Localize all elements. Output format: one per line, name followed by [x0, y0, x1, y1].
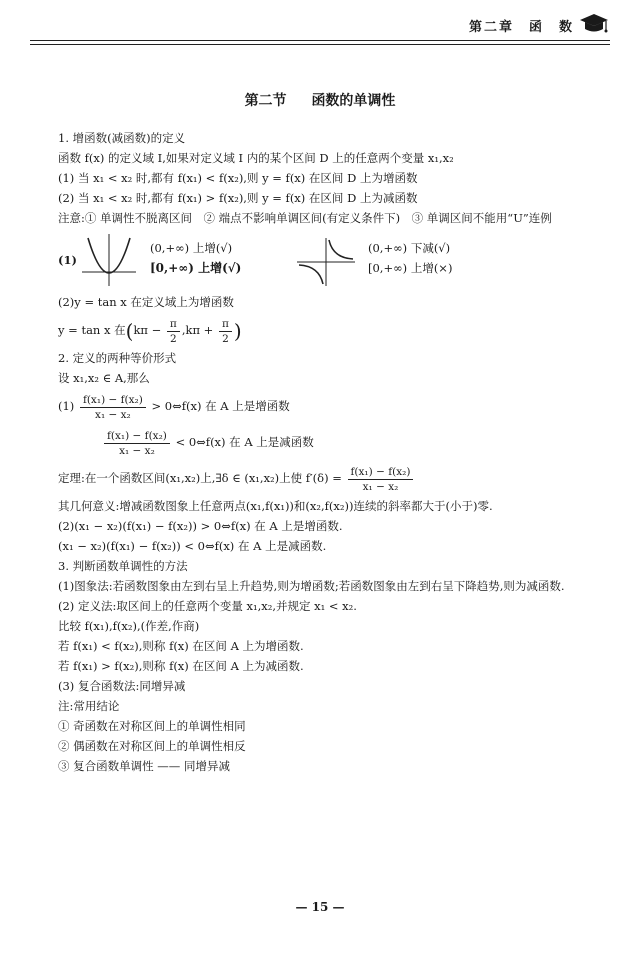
def-heading: 1. 增函数(减函数)的定义 — [58, 131, 186, 145]
method-graph: (1)图象法:若函数图象由左到右呈上升趋势,则为增函数;若函数图象由左到右呈下降趋势,则为减函数. — [58, 579, 565, 593]
example-label: (1) — [58, 253, 77, 267]
difference-quotient: $\frac{\text{f(x₁) − f(x₂)}}{\text{x₁ − x₂}}$ — [104, 429, 170, 458]
chapter-label: 第二章 函 数 — [468, 20, 574, 35]
page-content — [58, 128, 600, 776]
theorem-quotient: $\frac{\text{f(x₁) − f(x₂)}}{\text{x₁ − x₂}}$ — [348, 465, 414, 494]
conclusion-composite: ③ 复合函数单调性 —— 同增异减 — [58, 759, 230, 773]
graph2-closed-interval: [0,+∞) 上增(×) — [368, 261, 453, 275]
def-increasing: (1) 当 x₁ < x₂ 时,都有 f(x₁) < f(x₂),则 y = f(x) 在区间 D 上为增函数 — [58, 171, 418, 185]
tan-statement: (2)y = tan x 在定义域上为增函数 — [58, 295, 234, 309]
equiv-form2-dec: (x₁ − x₂)(f(x₁) − f(x₂)) < 0⇔f(x) 在 A 上是减函数. — [58, 539, 327, 553]
equiv-form2-inc: (2)(x₁ − x₂)(f(x₁) − f(x₂)) > 0⇔f(x) 在 A 上是增函数. — [58, 519, 343, 533]
page-number: — 15 — — [295, 900, 345, 914]
open-paren: ( — [125, 319, 134, 343]
example-graphs — [58, 232, 600, 292]
method-definition: (2) 定义法:取区间上的任意两个变量 x₁,x₂,并规定 x₁ < x₂. — [58, 599, 357, 613]
geometric-meaning: 其几何意义:增减函数图象上任意两点(x₁,f(x₁))和(x₂,f(x₂))连续的斜率都大于(小于)零. — [58, 499, 493, 513]
even-power-graph — [78, 232, 140, 290]
pi-over-two-a: $\frac{\pi}{2}$ — [167, 317, 180, 346]
header-rule-thin — [30, 44, 610, 45]
def-decreasing: (2) 当 x₁ < x₂ 时,都有 f(x₁) > f(x₂),则 y = f(x) 在区间 D 上为减函数 — [58, 191, 418, 205]
page-header — [30, 10, 610, 40]
equiv-form1-inc — [58, 388, 600, 424]
conclusion-heading: 注:常用结论 — [58, 699, 120, 713]
mvt-theorem — [58, 460, 600, 496]
method-dec: 若 f(x₁) > f(x₂),则称 f(x) 在区间 A 上为减函数. — [58, 659, 304, 673]
method-inc: 若 f(x₁) < f(x₂),则称 f(x) 在区间 A 上为增函数. — [58, 639, 304, 653]
def-notes: 注意:① 单调性不脱离区间 ② 端点不影响单调区间(有定义条件下) ③ 单调区间不能用“U”连例 — [58, 211, 552, 225]
section-title — [0, 90, 640, 110]
conclusion-even: ② 偶函数在对称区间上的单调性相反 — [58, 739, 246, 753]
inverse-graph — [293, 236, 359, 288]
graph2-open-interval: (0,+∞) 下减(√) — [368, 241, 451, 255]
form1-inc-text: > 0⇔f(x) 在 A 上是增函数 — [151, 399, 290, 413]
method-compare: 比较 f(x₁),f(x₂),(作差,作商) — [58, 619, 200, 633]
form-label: (1) — [58, 399, 75, 413]
form1-dec-text: < 0⇔f(x) 在 A 上是减函数 — [175, 435, 314, 449]
conclusion-odd: ① 奇函数在对称区间上的单调性相同 — [58, 719, 246, 733]
tan-prefix: y = tan x 在 — [58, 323, 126, 337]
section-topic: 函数的单调性 — [311, 93, 396, 109]
equiv-heading: 2. 定义的两种等价形式 — [58, 351, 177, 365]
difference-quotient: $\frac{\text{f(x₁) − f(x₂)}}{\text{x₁ − x₂}}$ — [80, 393, 146, 422]
tan-upper: ,kπ + — [181, 323, 214, 337]
close-paren: ) — [233, 319, 242, 343]
tan-interval — [58, 312, 600, 348]
tan-lower: kπ − — [133, 323, 162, 337]
graph1-open-interval: (0,+∞) 上增(√) — [150, 241, 233, 255]
theorem-text: 定理:在一个函数区间(x₁,x₂)上,∃δ ∈ (x₁,x₂)上使 f′(δ) = — [58, 471, 342, 485]
section-number: 第二节 — [244, 93, 287, 109]
graph1-closed-interval: [0,+∞) 上增(√) — [150, 261, 242, 275]
equiv-form1-dec — [58, 424, 600, 460]
graduation-cap-icon — [578, 10, 610, 38]
pi-over-two-b: $\frac{\pi}{2}$ — [219, 317, 232, 346]
def-intro: 函数 f(x) 的定义域 I,如果对定义域 I 内的某个区间 D 上的任意两个变量 x₁,x₂ — [58, 151, 454, 165]
method-composite: (3) 复合函数法:同增异减 — [58, 679, 186, 693]
method-heading: 3. 判断函数单调性的方法 — [58, 559, 188, 573]
equiv-setup: 设 x₁,x₂ ∈ A,那么 — [58, 371, 150, 385]
header-rule-thick — [30, 40, 610, 41]
